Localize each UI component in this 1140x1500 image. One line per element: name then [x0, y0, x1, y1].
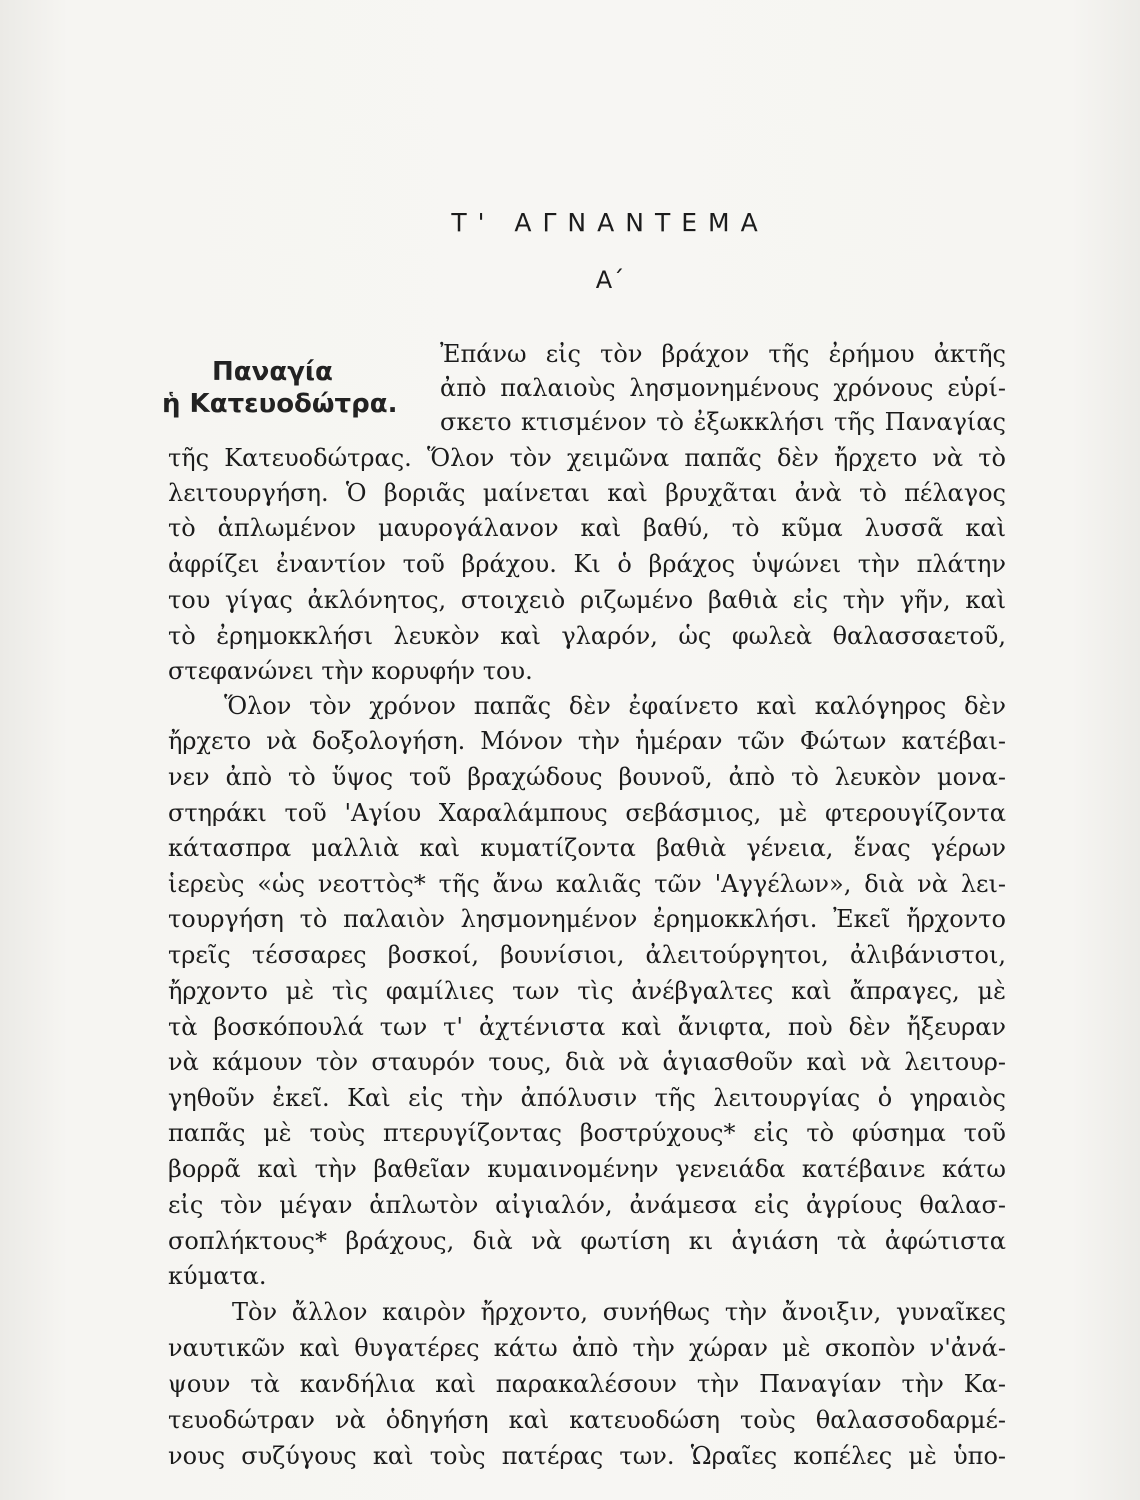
- text-line: του γίγας ἀκλόνητος, στοιχειὸ ριζωμένο βαθιὰ εἰς τὴν γῆν, καὶ: [168, 586, 1006, 614]
- marginal-note: [162, 356, 422, 420]
- text-line: τευοδώτραν νὰ ὁδηγήση καὶ κατευοδώση τοὺς θαλασσοδαρμέ-: [168, 1406, 1006, 1434]
- text-line: σοπλήκτους* βράχους, διὰ νὰ φωτίση κι ἁγιάση τὰ ἀφώτιστα: [168, 1227, 1006, 1255]
- text-line: ἀφρίζει ἐναντίον τοῦ βράχου. Κι ὁ βράχος ὑψώνει τὴν πλάτην: [168, 550, 1006, 578]
- text-line: τουργήση τὸ παλαιὸν λησμονημένον ἐρημοκκλήσι. Ἐκεῖ ἤρχοντο: [168, 905, 1006, 933]
- text-line: ψουν τὰ κανδήλια καὶ παρακαλέσουν τὴν Παναγίαν τὴν Κα-: [168, 1370, 1006, 1398]
- text-line: στεφανώνει τὴν κορυφήν του.: [168, 657, 533, 685]
- text-line: τὸ ἁπλωμένον μαυρογάλανον καὶ βαθύ, τὸ κῦμα λυσσᾶ καὶ: [168, 514, 1006, 542]
- text-line: εἰς τὸν μέγαν ἁπλωτὸν αἰγιαλόν, ἀνάμεσα εἰς ἀγρίους θαλασ-: [168, 1191, 1006, 1219]
- text-line: νὰ κάμουν τὸν σταυρόν τους, διὰ νὰ ἁγιασθοῦν καὶ νὰ λειτουρ-: [168, 1048, 1006, 1076]
- text-line: σκετο κτισμένον τὸ ἐξωκκλήσι τῆς Παναγίας: [440, 408, 1006, 436]
- text-line: Ἐπάνω εἰς τὸν βράχον τῆς ἐρήμου ἀκτῆς: [440, 340, 1006, 368]
- text-line: νους συζύγους καὶ τοὺς πατέρας των. Ὡραῖες κοπέλες μὲ ὑπο-: [168, 1442, 1006, 1470]
- chapter-title: Τ' ΑΓΝΑΝΤΕΜΑ: [451, 208, 769, 237]
- marginal-note-line: ἡ Κατευοδώτρα.: [162, 389, 398, 419]
- text-line: στηράκι τοῦ 'Αγίου Χαραλάμπους σεβάσμιος, μὲ φτερουγίζοντα: [168, 799, 1006, 827]
- text-line: ναυτικῶν καὶ θυγατέρες κάτω ἀπὸ τὴν χώραν μὲ σκοπὸν ν'ἀνά-: [168, 1334, 1006, 1362]
- text-line: ἱερεὺς «ὡς νεοττὸς* τῆς ἄνω καλιᾶς τῶν 'Αγγέλων», διὰ νὰ λει-: [168, 870, 1006, 898]
- marginal-note-line: Παναγία: [212, 357, 333, 387]
- text-line: τὸ ἐρημοκκλήσι λευκὸν καὶ γλαρόν, ὡς φωλεὰ θαλασσαετοῦ,: [168, 622, 1006, 650]
- text-line: γηθοῦν ἐκεῖ. Καὶ εἰς τὴν ἀπόλυσιν τῆς λειτουργίας ὁ γηραιὸς: [168, 1084, 1006, 1112]
- text-line: ἤρχετο νὰ δοξολογήση. Μόνον τὴν ἡμέραν τῶν Φώτων κατέβαι-: [168, 727, 1006, 755]
- text-line: λειτουργήση. Ὁ βοριᾶς μαίνεται καὶ βρυχᾶται ἀνὰ τὸ πέλαγος: [168, 479, 1006, 507]
- text-line: ἀπὸ παλαιοὺς λησμονημένους χρόνους εὑρί-: [440, 374, 1006, 402]
- text-line: βορρᾶ καὶ τὴν βαθεῖαν κυμαινομένην γενειάδα κατέβαινε κάτω: [168, 1155, 1006, 1183]
- section-number: Α΄: [595, 266, 625, 294]
- text-line: νεν ἀπὸ τὸ ὕψος τοῦ βραχώδους βουνοῦ, ἀπὸ τὸ λευκὸν μονα-: [168, 763, 1006, 791]
- text-line: τρεῖς τέσσαρες βοσκοί, βουνίσιοι, ἀλειτούργητοι, ἀλιβάνιστοι,: [168, 941, 1006, 969]
- text-line: κάτασπρα μαλλιὰ καὶ κυματίζοντα βαθιὰ γένεια, ἕνας γέρων: [168, 834, 1006, 862]
- text-line: τὰ βοσκόπουλά των τ' ἀχτένιστα καὶ ἄνιφτα, ποὺ δὲν ἤξευραν: [168, 1013, 1006, 1041]
- text-line: Ὅλον τὸν χρόνον παπᾶς δὲν ἐφαίνετο καὶ καλόγηρος δὲν: [224, 692, 1006, 720]
- text-line: Τὸν ἄλλον καιρὸν ἤρχοντο, συνήθως τὴν ἄνοιξιν, γυναῖκες: [232, 1298, 1006, 1326]
- text-line: παπᾶς μὲ τοὺς πτερυγίζοντας βοστρύχους* εἰς τὸ φύσημα τοῦ: [168, 1119, 1006, 1147]
- text-line: κύματα.: [168, 1262, 267, 1290]
- text-line: ἤρχοντο μὲ τὶς φαμίλιες των τὶς ἀνέβγαλτες καὶ ἄπραγες, μὲ: [168, 977, 1006, 1005]
- text-line: τῆς Κατευοδώτρας. Ὅλον τὸν χειμῶνα παπᾶς δὲν ἤρχετο νὰ τὸ: [168, 444, 1006, 472]
